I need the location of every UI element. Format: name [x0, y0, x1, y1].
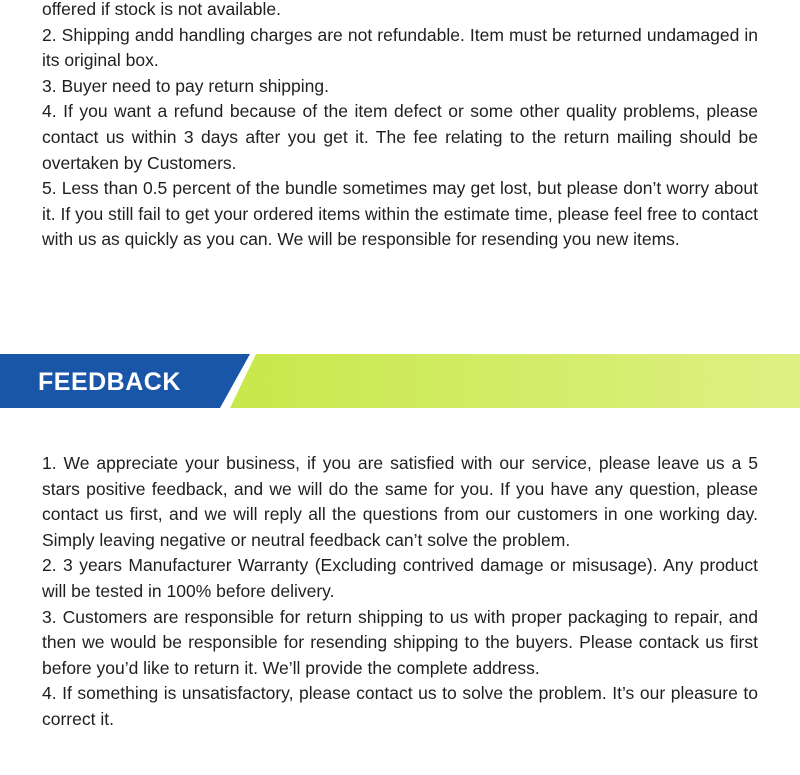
policy-item: 2. Shipping andd handling charges are not refundable. Item must be returned undamaged in its original box. — [42, 24, 758, 71]
feedback-title: FEEDBACK — [38, 368, 181, 396]
feedback-banner — [0, 354, 800, 408]
policy-item: offered if stock is not available. — [42, 0, 281, 19]
feedback-item: 3. Customers are responsible for return shipping to us with proper packaging to repair, and then we would be responsible for resending shipping to the buyers. Please contack us first before you’d like to return it. We’ll provide the complete address. — [42, 606, 758, 678]
feedback-item: 4. If something is unsatisfactory, please contact us to solve the problem. It’s our pleasure to correct it. — [42, 683, 758, 729]
return-policy-section — [42, 0, 758, 253]
feedback-section — [42, 451, 758, 733]
banner-green-stripe — [230, 354, 800, 408]
policy-item: 3. Buyer need to pay return shipping. — [42, 75, 329, 96]
feedback-item: 2. 3 years Manufacturer Warranty (Excluding contrived damage or misusage). Any product will be tested in 100% before delivery. — [42, 555, 758, 601]
feedback-item: 1. We appreciate your business, if you are satisfied with our service, please leave us a 5 stars positive feedback, and we will do the same for you. If you have any question, please contact us first, and we will reply all the questions from our customers in one working day. Simply leaving negative or neutral feedback can’t solve the problem. — [42, 453, 758, 550]
policy-item: 4. If you want a refund because of the item defect or some other quality problems, please contact us within 3 days after you get it. The fee relating to the return mailing should be overtaken by Customers. — [42, 101, 758, 173]
policy-item: 5. Less than 0.5 percent of the bundle sometimes may get lost, but please don’t worry about it. If you still fail to get your ordered items within the estimate time, please feel free to contact with us as quickly as you can. We will be responsible for resending you new items. — [42, 178, 758, 250]
